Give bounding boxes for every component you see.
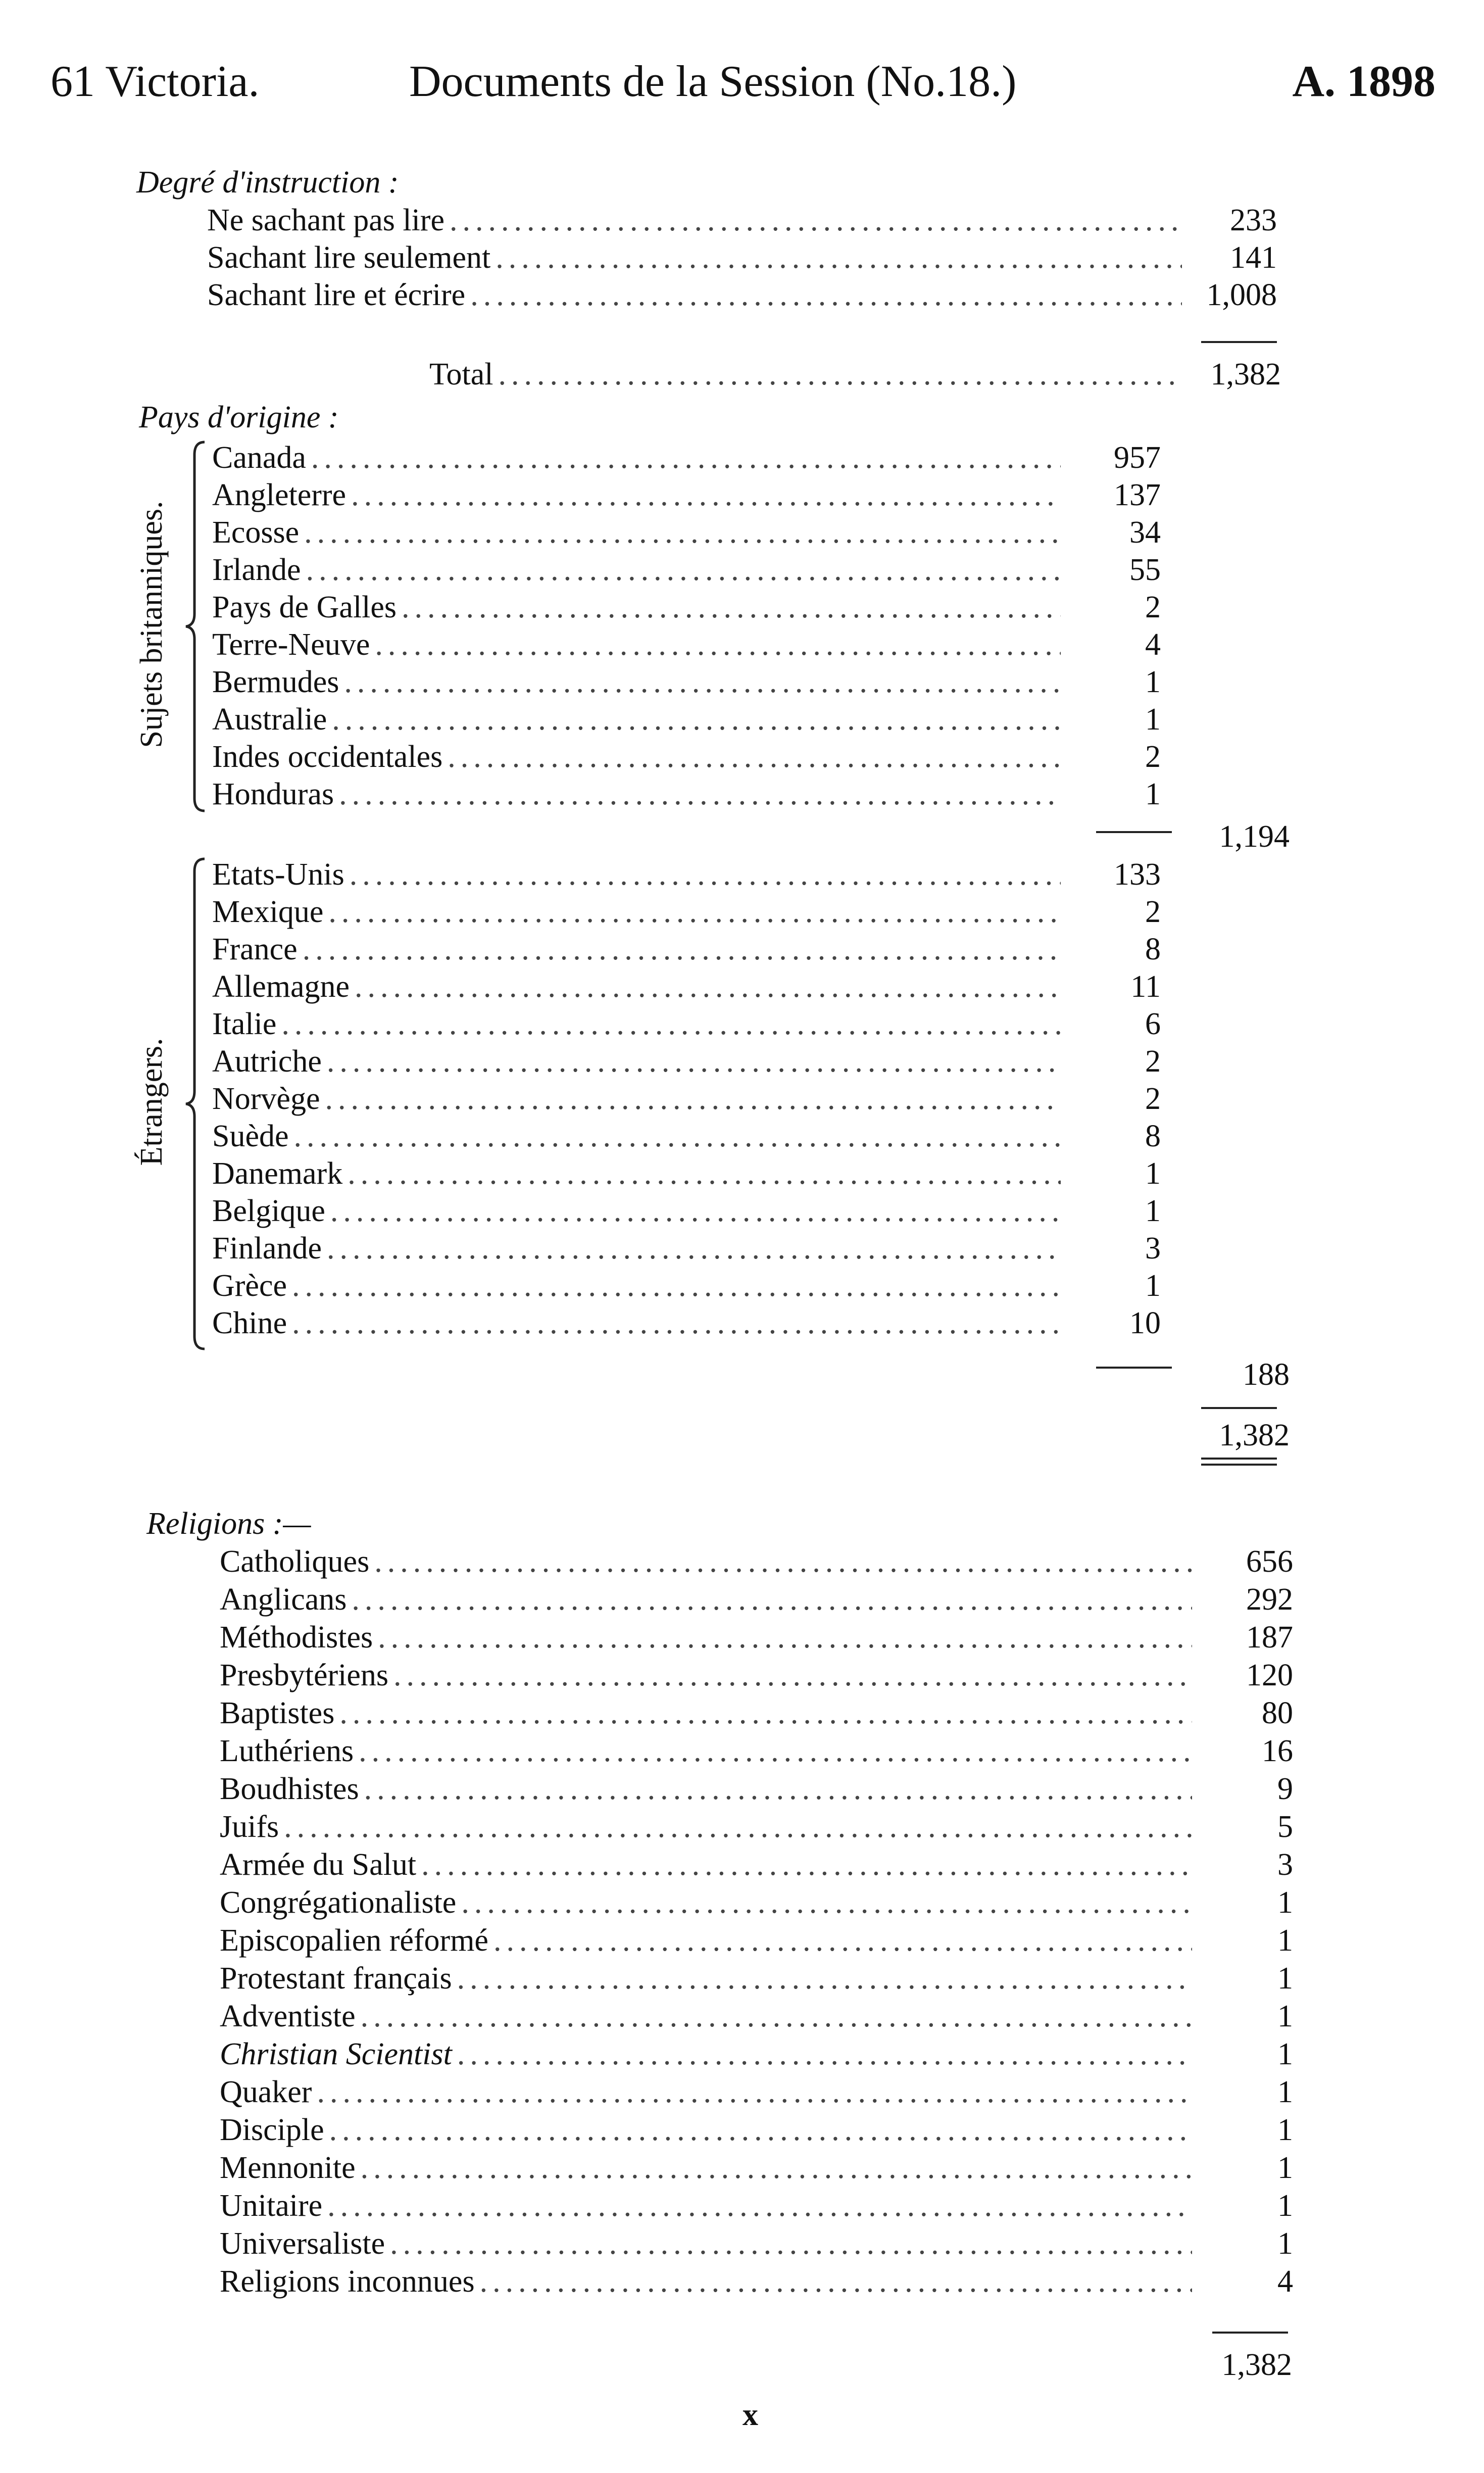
leader-dots: [457, 2039, 1192, 2070]
leader-dots: [364, 1773, 1192, 1805]
leader-dots: [339, 1698, 1192, 1729]
leader-dots: [281, 1008, 1061, 1040]
list-item: [220, 2228, 1197, 2259]
list-item-value: 11: [1130, 969, 1161, 1004]
instruction-total-row: [429, 359, 1187, 390]
list-item: [220, 2114, 1197, 2146]
leader-dots: [327, 2190, 1192, 2221]
list-item-label: Anglicans: [220, 1582, 347, 1617]
list-item-value: 1: [1277, 2037, 1293, 2071]
list-item-value: 1: [1277, 2151, 1293, 2185]
list-item-value: 120: [1246, 1658, 1293, 1692]
foreign-brace: [182, 856, 212, 1351]
leader-dots: [351, 479, 1061, 511]
list-item-label: Sachant lire seulement: [207, 240, 491, 275]
list-item-label: Religions inconnues: [220, 2264, 475, 2299]
leader-dots: [325, 1083, 1061, 1114]
leader-dots: [303, 934, 1061, 965]
list-item: [220, 1584, 1197, 1615]
leader-dots: [317, 2076, 1192, 2108]
british-total: 1,194: [1219, 819, 1290, 854]
list-item: [220, 1773, 1197, 1805]
list-item-label: France: [212, 932, 298, 966]
header-title: Documents de la Session (No.18.): [409, 57, 1017, 106]
list-item: [220, 1546, 1197, 1577]
list-item: [212, 896, 1066, 928]
list-item-label: Norvège: [212, 1082, 320, 1116]
list-item-value: 1: [1277, 2075, 1293, 2109]
list-item-label: Unitaire: [220, 2189, 323, 2223]
list-item: [212, 629, 1066, 660]
list-item-label: Italie: [212, 1007, 277, 1041]
list-item-label: Belgique: [212, 1194, 325, 1228]
list-item: [212, 704, 1066, 735]
instruction-heading: Degré d'instruction :: [136, 165, 399, 200]
instruction-total-label: Total: [429, 357, 493, 392]
list-item: [220, 1963, 1197, 1994]
list-item-value: 957: [1114, 441, 1161, 475]
leader-dots: [390, 2228, 1192, 2259]
list-item-label: Pays de Galles: [212, 590, 397, 624]
list-item-value: 1: [1277, 1999, 1293, 2033]
list-item-value: 1: [1277, 2189, 1293, 2223]
leader-dots: [294, 1121, 1061, 1152]
list-item-value: 34: [1129, 515, 1161, 550]
list-item: [220, 2190, 1197, 2221]
list-item-value: 233: [1230, 203, 1277, 237]
list-item: [212, 1121, 1066, 1152]
list-item-value: 141: [1230, 240, 1277, 275]
list-item: [207, 205, 1187, 236]
list-item-value: 292: [1246, 1582, 1293, 1617]
list-item: [212, 1233, 1066, 1264]
list-item-value: 2: [1145, 1082, 1161, 1116]
list-item: [212, 1270, 1066, 1301]
list-item-label: Disciple: [220, 2113, 324, 2147]
list-item: [212, 554, 1066, 586]
list-item: [212, 517, 1066, 548]
list-item-label: Presbytériens: [220, 1658, 389, 1692]
list-item-label: Christian Scientist: [220, 2037, 452, 2071]
list-item-label: Grèce: [212, 1269, 287, 1303]
leader-dots: [361, 2152, 1192, 2184]
list-item: [212, 859, 1066, 890]
list-item-value: 1: [1145, 665, 1161, 699]
leader-dots: [499, 359, 1182, 390]
list-item-value: 4: [1277, 2264, 1293, 2299]
leader-dots: [344, 666, 1061, 698]
leader-dots: [496, 242, 1182, 273]
list-item-label: Etats-Unis: [212, 857, 344, 892]
list-item-value: 1: [1145, 1156, 1161, 1191]
list-item-value: 1: [1277, 1885, 1293, 1920]
list-item: [212, 442, 1066, 473]
list-item-label: Protestant français: [220, 1961, 452, 1996]
leader-dots: [374, 1546, 1192, 1577]
list-item-label: Luthériens: [220, 1734, 354, 1768]
list-item-value: 133: [1114, 857, 1161, 892]
list-item-label: Boudhistes: [220, 1772, 359, 1806]
list-item-label: Indes occidentales: [212, 740, 443, 774]
list-item: [212, 666, 1066, 698]
leader-dots: [480, 2266, 1192, 2297]
list-item-label: Juifs: [220, 1810, 279, 1844]
list-item-label: Armée du Salut: [220, 1848, 417, 1882]
list-item: [212, 592, 1066, 623]
list-item-label: Allemagne: [212, 969, 350, 1004]
list-item-value: 1: [1145, 1269, 1161, 1303]
list-item-value: 10: [1129, 1306, 1161, 1340]
list-item-value: 1: [1145, 777, 1161, 811]
list-item-value: 1: [1145, 1194, 1161, 1228]
list-item-value: 9: [1277, 1772, 1293, 1806]
list-item: [220, 1698, 1197, 1729]
leader-dots: [461, 1887, 1192, 1918]
list-item-value: 1: [1277, 2226, 1293, 2261]
list-item-label: Congrégationaliste: [220, 1885, 457, 1920]
list-item: [220, 1660, 1197, 1691]
religions-rule: [1212, 2332, 1288, 2334]
instruction-total-value: 1,382: [1210, 357, 1281, 392]
list-item-label: Irlande: [212, 553, 301, 587]
list-item-value: 6: [1145, 1007, 1161, 1041]
leader-dots: [304, 517, 1061, 548]
leader-dots: [359, 1735, 1192, 1767]
list-item: [212, 934, 1066, 965]
list-item-label: Baptistes: [220, 1696, 335, 1730]
list-item-value: 1: [1277, 1961, 1293, 1996]
leader-dots: [329, 2114, 1192, 2146]
list-item-label: Honduras: [212, 777, 334, 811]
list-item: [212, 479, 1066, 511]
list-item-value: 2: [1145, 740, 1161, 774]
list-item-value: 4: [1145, 627, 1161, 662]
list-item-label: Chine: [212, 1306, 287, 1340]
list-item: [212, 1307, 1066, 1339]
leader-dots: [470, 279, 1182, 311]
list-item: [212, 1046, 1066, 1077]
list-item-label: Ne sachant pas lire: [207, 203, 444, 237]
origin-heading: Pays d'origine :: [139, 400, 339, 434]
leader-dots: [448, 741, 1061, 772]
list-item: [212, 971, 1066, 1002]
list-item-label: Bermudes: [212, 665, 339, 699]
list-item-value: 55: [1129, 553, 1161, 587]
leader-dots: [292, 1270, 1061, 1301]
list-item-label: Ecosse: [212, 515, 300, 550]
leader-dots: [393, 1660, 1192, 1691]
list-item: [220, 1887, 1197, 1918]
list-item: [207, 279, 1187, 311]
list-item-label: Australie: [212, 702, 327, 737]
list-item-value: 8: [1145, 1119, 1161, 1153]
instruction-rule: [1201, 341, 1277, 343]
list-item-value: 137: [1114, 478, 1161, 512]
list-item: [212, 1195, 1066, 1227]
origin-grand-total: 1,382: [1219, 1418, 1290, 1452]
leader-dots: [292, 1307, 1061, 1339]
list-item-label: Episcopalien réformé: [220, 1923, 488, 1958]
leader-dots: [421, 1849, 1192, 1880]
list-item: [220, 2076, 1197, 2108]
list-item: [212, 741, 1066, 772]
list-item-label: Danemark: [212, 1156, 343, 1191]
list-item: [212, 1008, 1066, 1040]
header-year: A. 1898: [1292, 57, 1436, 106]
leader-dots: [328, 896, 1061, 928]
leader-dots: [348, 1158, 1061, 1189]
foreign-rule: [1096, 1367, 1172, 1369]
list-item-label: Finlande: [212, 1231, 322, 1266]
religions-total: 1,382: [1221, 2348, 1292, 2382]
list-item-value: 16: [1262, 1734, 1293, 1768]
list-item-value: 3: [1277, 1848, 1293, 1882]
leader-dots: [361, 2001, 1192, 2032]
list-item-label: Autriche: [212, 1044, 322, 1079]
leader-dots: [327, 1046, 1061, 1077]
page-number: x: [743, 2398, 758, 2432]
list-item: [220, 2039, 1197, 2070]
list-item-value: 1: [1277, 2113, 1293, 2147]
list-item-label: Sachant lire et écrire: [207, 278, 466, 312]
list-item-label: Canada: [212, 441, 306, 475]
list-item: [220, 2266, 1197, 2297]
list-item: [212, 1083, 1066, 1114]
list-item: [220, 2152, 1197, 2184]
list-item-label: Méthodistes: [220, 1620, 373, 1655]
list-item-value: 2: [1145, 895, 1161, 929]
list-item-value: 1,008: [1206, 278, 1277, 312]
origin-rule: [1201, 1407, 1277, 1409]
list-item-label: Universaliste: [220, 2226, 385, 2261]
list-item-value: 2: [1145, 590, 1161, 624]
list-item-value: 1: [1145, 702, 1161, 737]
list-item: [220, 1735, 1197, 1767]
list-item: [220, 1811, 1197, 1842]
leader-dots: [332, 704, 1061, 735]
list-item: [220, 1925, 1197, 1956]
leader-dots: [450, 205, 1182, 236]
leader-dots: [352, 1584, 1192, 1615]
list-item-label: Mennonite: [220, 2151, 356, 2185]
leader-dots: [327, 1233, 1061, 1264]
leader-dots: [306, 554, 1061, 586]
list-item-value: 8: [1145, 932, 1161, 966]
leader-dots: [375, 629, 1061, 660]
origin-double-rule: [1201, 1458, 1277, 1466]
list-item: [220, 1849, 1197, 1880]
list-item-value: 80: [1262, 1696, 1293, 1730]
list-item-label: Terre-Neuve: [212, 627, 370, 662]
list-item-label: Adventiste: [220, 1999, 356, 2033]
list-item-label: Suède: [212, 1119, 289, 1153]
leader-dots: [339, 779, 1061, 810]
list-item-label: Quaker: [220, 2075, 312, 2109]
leader-dots: [311, 442, 1061, 473]
leader-dots: [378, 1622, 1192, 1653]
religions-heading: Religions :—: [146, 1507, 311, 1541]
foreign-total: 188: [1243, 1357, 1290, 1392]
list-item-value: 2: [1145, 1044, 1161, 1079]
british-rule: [1096, 831, 1172, 833]
leader-dots: [493, 1925, 1192, 1956]
leader-dots: [330, 1195, 1061, 1227]
list-item-value: 3: [1145, 1231, 1161, 1266]
list-item-label: Catholiques: [220, 1544, 370, 1579]
list-item-value: 187: [1246, 1620, 1293, 1655]
list-item: [207, 242, 1187, 273]
list-item: [212, 1158, 1066, 1189]
list-item-value: 1: [1277, 1923, 1293, 1958]
list-item: [212, 779, 1066, 810]
list-item: [220, 2001, 1197, 2032]
leader-dots: [350, 859, 1061, 890]
leader-dots: [355, 971, 1061, 1002]
leader-dots: [402, 592, 1061, 623]
leader-dots: [284, 1811, 1192, 1842]
leader-dots: [457, 1963, 1192, 1994]
header-volume: 61 Victoria.: [51, 57, 260, 106]
list-item-label: Angleterre: [212, 478, 347, 512]
british-brace: [182, 440, 212, 813]
list-item-value: 656: [1246, 1544, 1293, 1579]
british-subjects-label: Sujets britanniques.: [134, 501, 169, 748]
list-item: [220, 1622, 1197, 1653]
foreigners-label: Étrangers.: [134, 1038, 169, 1166]
list-item-label: Mexique: [212, 895, 324, 929]
list-item-value: 5: [1277, 1810, 1293, 1844]
